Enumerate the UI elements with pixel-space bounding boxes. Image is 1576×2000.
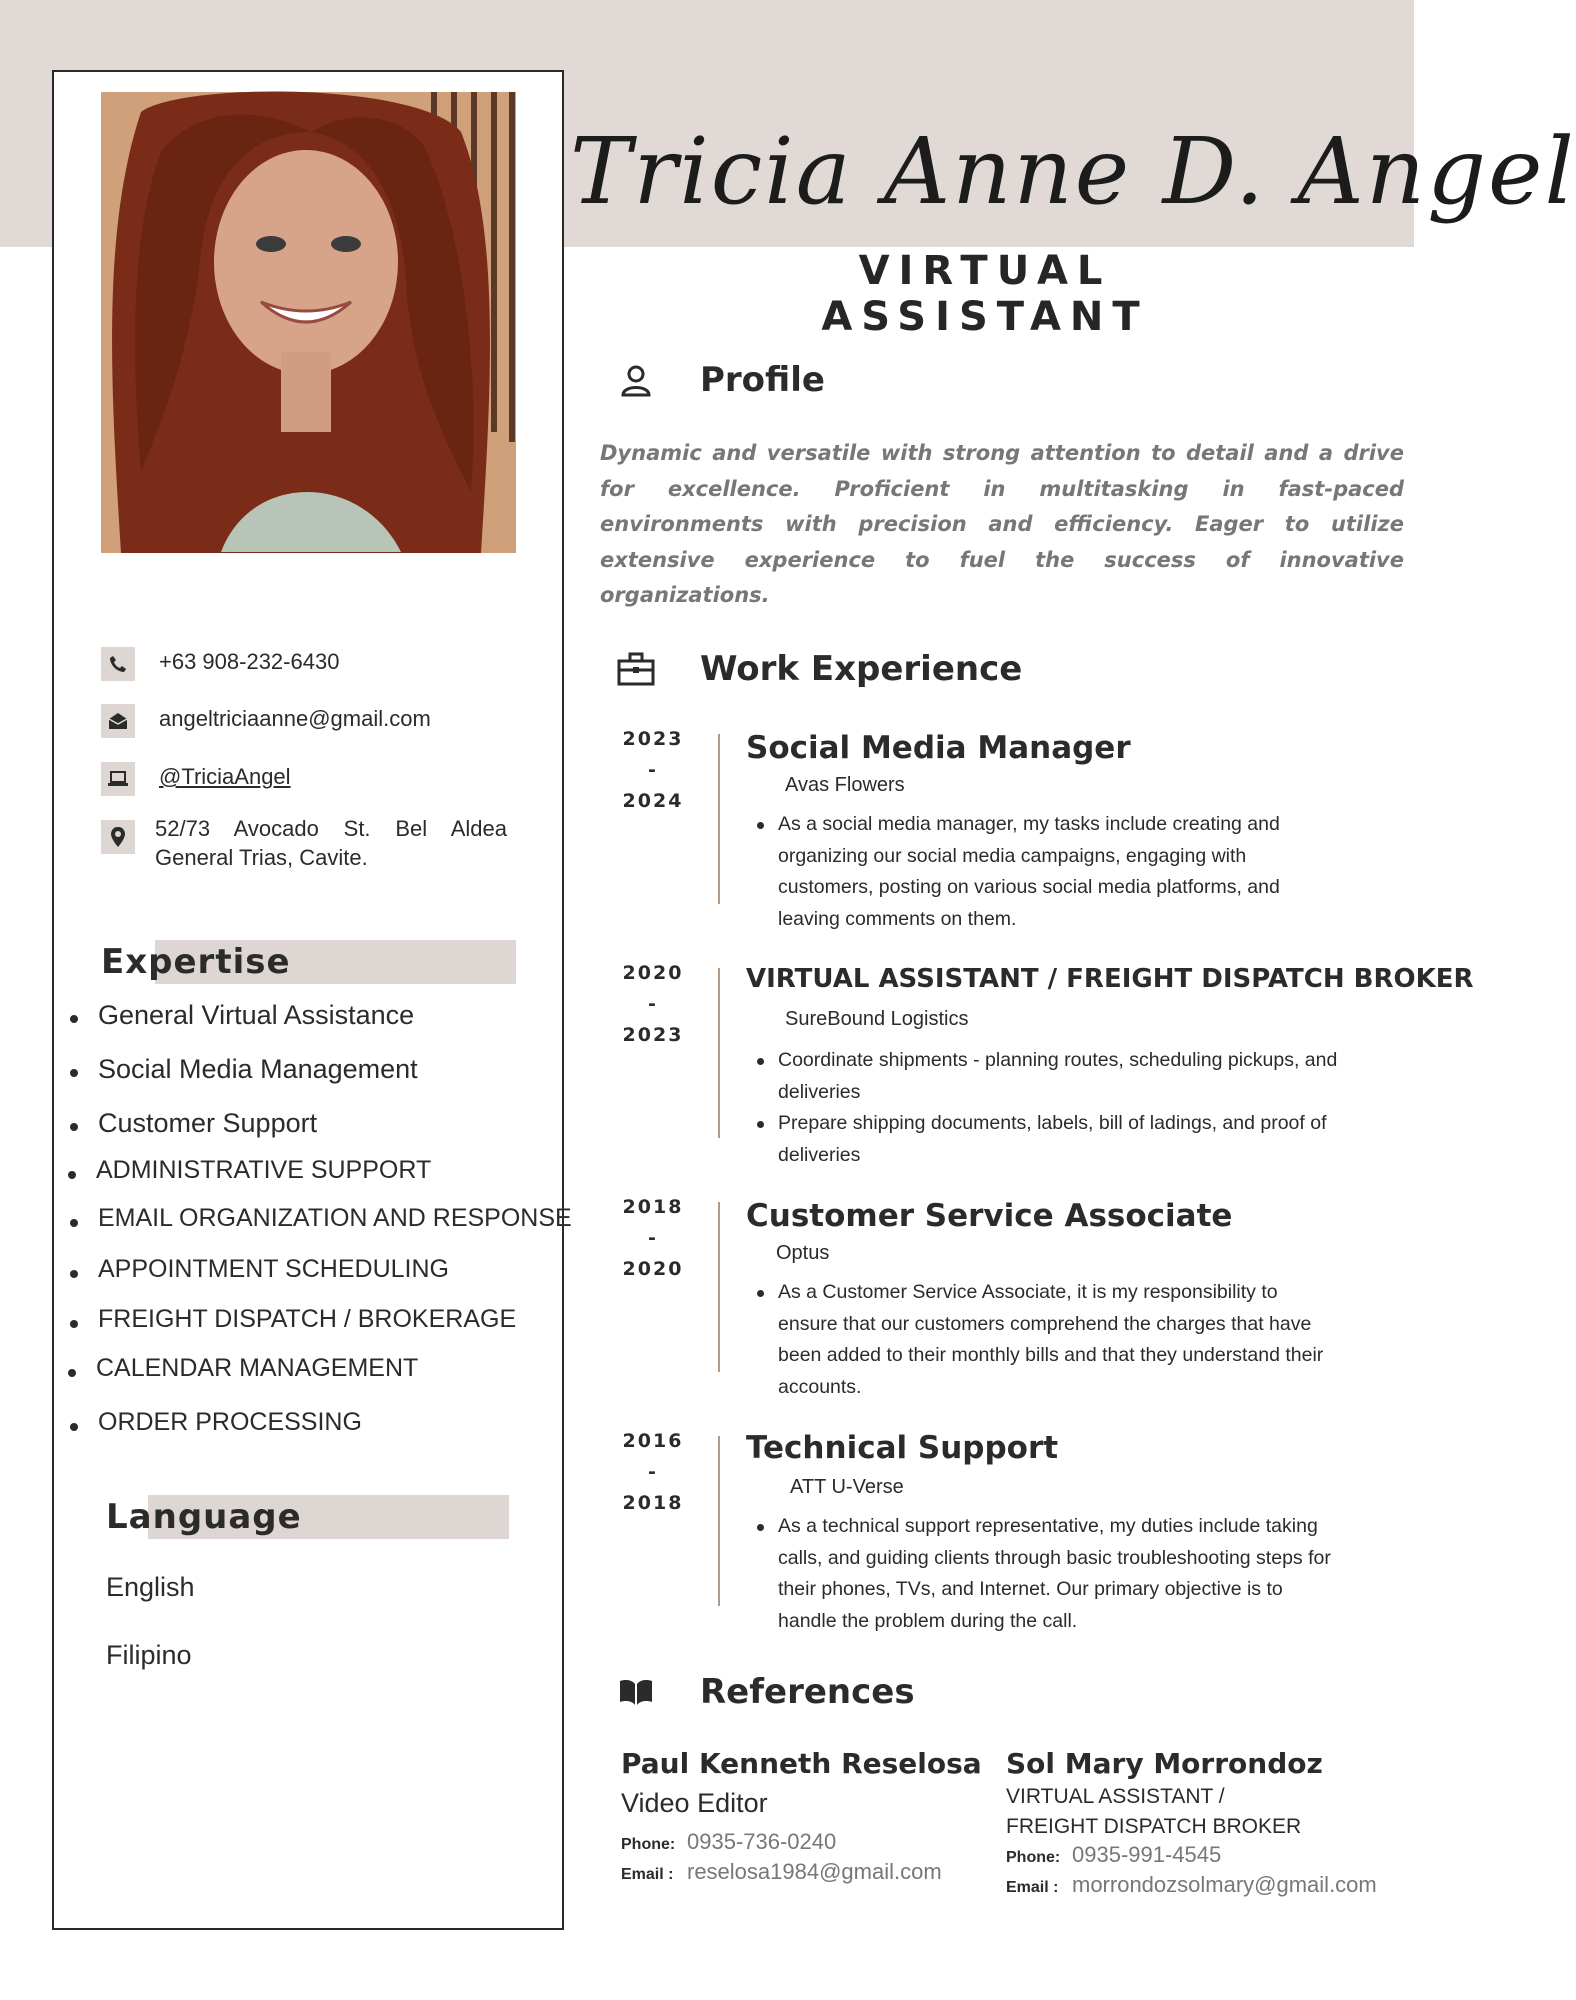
reference-name: Paul Kenneth Reselosa	[621, 1747, 982, 1780]
reference-email[interactable]: morrondozsolmary@gmail.com	[1072, 1872, 1377, 1897]
email-label: Email :	[1006, 1879, 1059, 1896]
contact-phone	[101, 647, 339, 681]
job-company: Optus	[776, 1242, 830, 1264]
list-item: CALENDAR MANAGEMENT	[64, 1354, 418, 1383]
references-title: References	[700, 1672, 915, 1712]
location-pin-icon	[101, 820, 135, 854]
candidate-name: Tricia Anne D. Angel	[570, 118, 1576, 225]
list-item: Social Media Management	[66, 1054, 418, 1085]
list-item: Prepare shipping documents, labels, bill of ladings, and proof of deliveries	[778, 1108, 1338, 1171]
job-title: Customer Service Associate	[746, 1198, 1233, 1234]
candidate-role: VIRTUAL ASSISTANT	[821, 248, 1149, 340]
job-end-year: 2020	[622, 1258, 684, 1280]
job-company: SureBound Logistics	[785, 1008, 969, 1030]
reference-phone: 0935-736-0240	[687, 1829, 837, 1854]
job-end-year: 2018	[622, 1492, 684, 1514]
timeline-line	[718, 1436, 720, 1606]
timeline-line	[718, 1202, 720, 1372]
reference-name: Sol Mary Morrondoz	[1006, 1747, 1323, 1780]
list-item: FREIGHT DISPATCH / BROKERAGE	[66, 1305, 516, 1334]
email-label: Email :	[621, 1866, 674, 1883]
job-start-year: 2018	[622, 1196, 684, 1218]
list-item: EMAIL ORGANIZATION AND RESPONSE	[66, 1204, 572, 1233]
job-duties	[778, 809, 1338, 936]
phone-label: Phone:	[621, 1836, 676, 1853]
language-title: Language	[106, 1497, 302, 1537]
phone-icon	[101, 647, 135, 681]
list-item: APPOINTMENT SCHEDULING	[66, 1255, 449, 1284]
phone-label: Phone:	[1006, 1849, 1061, 1866]
language-item: English	[106, 1572, 195, 1602]
list-item: Customer Support	[66, 1108, 317, 1139]
job-year-separator: -	[648, 993, 658, 1015]
street-address: 52/73 Avocado St. Bel Aldea General Trias, Cavite.	[155, 816, 507, 870]
briefcase-icon	[614, 647, 658, 691]
job-start-year: 2016	[622, 1430, 684, 1452]
reference-phone: 0935-991-4545	[1072, 1842, 1222, 1867]
list-item: As a technical support representative, my duties include taking calls, and guiding clients through basic troubleshooting steps for their phones, TVs, and Internet. Our primary objective is to handle the problem during the call.	[778, 1511, 1338, 1638]
expertise-title: Expertise	[101, 942, 291, 982]
job-company: Avas Flowers	[785, 774, 905, 796]
job-duties	[778, 1511, 1338, 1638]
phone-number: +63 908-232-6430	[159, 649, 340, 674]
laptop-icon	[101, 762, 135, 796]
reference-email[interactable]: reselosa1984@gmail.com	[687, 1859, 942, 1884]
list-item: ORDER PROCESSING	[66, 1408, 362, 1437]
person-icon	[614, 358, 658, 402]
work-heading	[614, 647, 1022, 691]
job-start-year: 2023	[622, 728, 684, 750]
references-heading	[614, 1670, 915, 1714]
book-icon	[614, 1670, 658, 1714]
list-item: ADMINISTRATIVE SUPPORT	[64, 1156, 431, 1185]
expertise-heading	[101, 940, 516, 984]
reference-role: Video Editor	[621, 1788, 768, 1818]
social-handle-link[interactable]: @TriciaAngel	[159, 764, 291, 789]
list-item: As a Customer Service Associate, it is my responsibility to ensure that our customers comprehend the charges that have been added to their monthly bills and that they understand their accounts.	[778, 1277, 1338, 1404]
list-item: General Virtual Assistance	[66, 1000, 414, 1031]
profile-summary: Dynamic and versatile with strong attention to detail and a drive for excellence. Proficient in multitasking in fast-paced environments with precision and efficiency. Eager to utilize extensive experience to fuel the success of innovative organizations.	[600, 441, 1404, 607]
contact-address	[101, 814, 507, 872]
profile-heading	[614, 358, 825, 402]
reference-role: VIRTUAL ASSISTANT / FREIGHT DISPATCH BROKER	[1006, 1785, 1302, 1838]
job-duties	[778, 1277, 1338, 1404]
language-heading	[106, 1495, 509, 1539]
job-year-separator: -	[648, 759, 658, 781]
job-title: Social Media Manager	[746, 730, 1131, 766]
work-title: Work Experience	[700, 649, 1023, 689]
job-end-year: 2023	[622, 1024, 684, 1046]
job-title: VIRTUAL ASSISTANT / FREIGHT DISPATCH BROKER	[746, 964, 1474, 994]
profile-photo	[101, 92, 516, 553]
timeline-line	[718, 734, 720, 904]
job-title: Technical Support	[746, 1430, 1059, 1466]
contact-email	[101, 704, 431, 738]
contact-social	[101, 762, 291, 796]
language-item: Filipino	[106, 1640, 192, 1670]
reference-card-1	[621, 1747, 982, 1885]
mail-icon	[101, 704, 135, 738]
reference-card-2	[1006, 1747, 1377, 1898]
job-end-year: 2024	[622, 790, 684, 812]
profile-title: Profile	[700, 360, 825, 400]
job-year-separator: -	[648, 1461, 658, 1483]
timeline-line	[718, 968, 720, 1138]
list-item: Coordinate shipments - planning routes, scheduling pickups, and deliveries	[778, 1045, 1338, 1108]
job-duties	[778, 1045, 1338, 1172]
email-address[interactable]: angeltriciaanne@gmail.com	[159, 706, 431, 731]
job-start-year: 2020	[622, 962, 684, 984]
list-item: As a social media manager, my tasks include creating and organizing our social media campaigns, engaging with customers, posting on various social media platforms, and leaving comments on them.	[778, 809, 1338, 936]
job-year-separator: -	[648, 1227, 658, 1249]
job-company: ATT U-Verse	[790, 1476, 904, 1498]
